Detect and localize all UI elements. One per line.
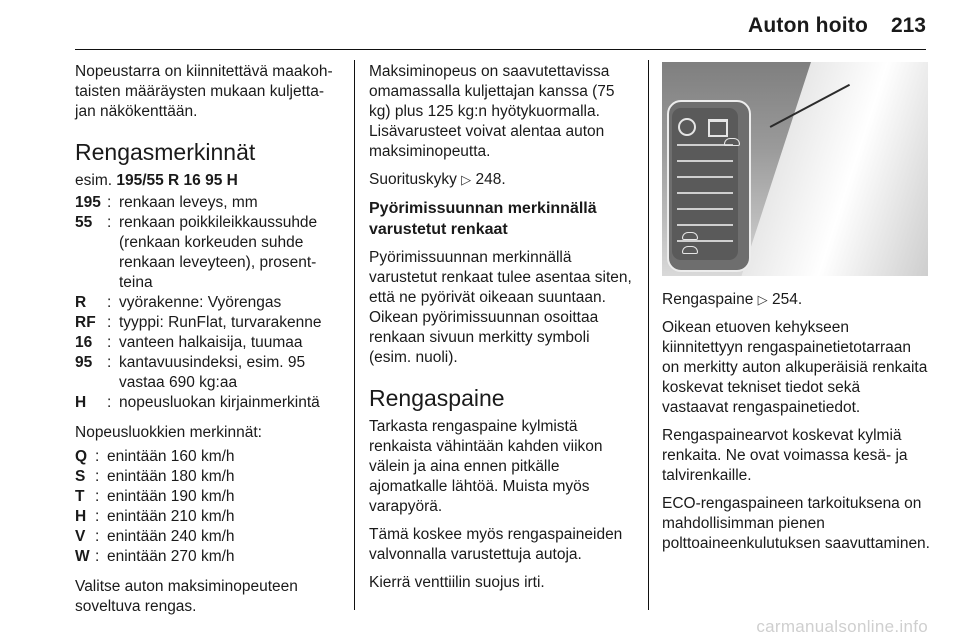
def-value: nopeusluokan kirjainmerkintä <box>119 394 320 411</box>
column-2 <box>369 62 635 601</box>
label-row <box>677 240 733 242</box>
intro-paragraph <box>75 62 345 122</box>
def-sep: : <box>107 214 112 231</box>
triangle-right-icon: ▷ <box>757 292 768 307</box>
column-1 <box>75 62 345 625</box>
pressure-ref-page[interactable]: 254. <box>771 291 803 308</box>
def-value: renkaan leveys, mm <box>119 194 258 211</box>
speed-key: V <box>75 528 86 545</box>
speed-sep: : <box>95 528 100 545</box>
intro-line: taisten määräysten mukaan kuljetta- <box>75 83 324 100</box>
triangle-right-icon: ▷ <box>461 172 472 187</box>
speed-value: enintään 240 km/h <box>107 528 235 545</box>
speed-class-intro: Nopeusluokkien merkinnät: <box>75 424 262 441</box>
speed-key: W <box>75 548 90 565</box>
speed-key: T <box>75 488 85 505</box>
speed-value: enintään 270 km/h <box>107 548 235 565</box>
speed-row <box>75 467 345 487</box>
speed-class-list <box>75 447 345 567</box>
def-sep: : <box>107 314 112 331</box>
def-key: 16 <box>75 334 93 351</box>
speed-sep: : <box>95 548 100 565</box>
def-value: kantavuusindeksi, esim. 95 vastaa 690 kg:aa <box>119 354 306 391</box>
definition-row <box>75 293 345 313</box>
def-key: RF <box>75 314 96 331</box>
speed-key: Q <box>75 448 88 465</box>
tire-pressure-label-photo <box>662 62 928 276</box>
performance-ref <box>369 170 635 190</box>
column-divider-left <box>354 60 355 610</box>
speed-row <box>75 447 345 467</box>
header-rule <box>75 49 926 50</box>
speed-row <box>75 507 345 527</box>
car-icon <box>682 246 698 254</box>
def-key: R <box>75 294 87 311</box>
speed-sep: : <box>95 488 100 505</box>
column-3 <box>662 290 930 562</box>
car-icon <box>724 138 740 146</box>
pressure-ref-text: Rengaspaine <box>662 291 758 308</box>
definition-row <box>75 193 345 213</box>
tire-code-definitions <box>75 193 345 413</box>
page-number: 213 <box>890 14 926 37</box>
outro-paragraph: Valitse auton maksiminopeuteen soveltuva rengas. <box>75 578 298 615</box>
speed-row <box>75 487 345 507</box>
definition-row <box>75 353 345 393</box>
label-location-paragraph: Oikean etuoven kehykseen kiinnitettyyn rengaspainetietotarraan on merkitty auton alkuperäisiä renkaita koskevat tekniset tiedot sekä vastaavat rengaspainetiedot. <box>662 319 928 416</box>
definition-row <box>75 333 345 353</box>
tire-icon <box>678 118 696 136</box>
speed-sep: : <box>95 468 100 485</box>
speed-row <box>75 527 345 547</box>
valve-cap-paragraph: Kierrä venttiilin suojus irti. <box>369 574 545 591</box>
def-value: renkaan poikkileikkaussuhde (renkaan korkeuden suhde renkaan leveyteen), prosent-teina <box>119 214 318 291</box>
pressure-check-paragraph: Tarkasta rengaspaine kylmistä renkaista vähintään kahden viikon välein ja aina ennen pitkälle ajomatkalle lähtöä. Muista myös varapyörä. <box>369 418 603 515</box>
eco-pressure-paragraph: ECO-rengaspaineen tarkoituksena on mahdollisimman pienen polttoaineenkulutuksen saavuttaminen. <box>662 495 930 552</box>
def-sep: : <box>107 194 112 211</box>
pressure-ref <box>662 290 930 310</box>
speed-sep: : <box>95 508 100 525</box>
definition-row <box>75 213 345 293</box>
example-line <box>75 171 345 191</box>
heading-tire-pressure: Rengaspaine <box>369 385 505 411</box>
cold-tires-paragraph: Rengaspainearvot koskevat kylmiä renkaita. Ne ovat voimassa kesä- ja talvirenkaille. <box>662 427 908 484</box>
def-sep: : <box>107 394 112 411</box>
section-title: Auton hoito <box>748 14 868 37</box>
car-icon <box>682 232 698 240</box>
def-key: 195 <box>75 194 101 211</box>
label-row <box>677 208 733 210</box>
def-key: H <box>75 394 87 411</box>
watermark: carmanualsonline.info <box>756 617 928 636</box>
rotation-paragraph: Pyörimissuunnan merkinnällä varustetut renkaat tulee asentaa siten, että ne pyörivät oikeaan suuntaan. Oikean pyörimissuunnan osoittaa renkaan sivuun merkitty symboli (esim. nuoli). <box>369 249 632 366</box>
intro-line: jan näkökenttään. <box>75 103 198 120</box>
label-row <box>677 176 733 178</box>
speed-value: enintään 180 km/h <box>107 468 235 485</box>
intro-line: Nopeustarra on kiinnitettävä maakoh- <box>75 63 333 80</box>
max-speed-paragraph: Maksiminopeus on saavutettavissa omamassalla kuljettajan kanssa (75 kg) plus 125 kg:n hyötykuormalla. Lisävarusteet voivat alentaa auton maksiminopeutta. <box>369 63 615 160</box>
heading-tire-markings: Rengasmerkinnät <box>75 139 256 165</box>
manual-book-icon <box>708 119 728 137</box>
label-row <box>677 224 733 226</box>
heading-rotation-direction: Pyörimissuunnan merkinnällä varustetut renkaat <box>369 200 597 238</box>
speed-key: H <box>75 508 87 525</box>
example-code: 195/55 R 16 95 H <box>116 172 238 189</box>
def-sep: : <box>107 294 112 311</box>
tpms-paragraph: Tämä koskee myös rengaspaineiden valvonnalla varustettuja autoja. <box>369 526 623 563</box>
label-row <box>677 160 733 162</box>
def-value: tyyppi: RunFlat, turvarakenne <box>119 314 322 331</box>
performance-ref-page[interactable]: 248. <box>475 171 506 188</box>
def-sep: : <box>107 354 112 371</box>
speed-value: enintään 160 km/h <box>107 448 235 465</box>
speed-key: S <box>75 468 86 485</box>
def-key: 55 <box>75 214 93 231</box>
speed-value: enintään 210 km/h <box>107 508 235 525</box>
example-prefix: esim. <box>75 172 117 189</box>
performance-ref-text: Suorituskyky <box>369 171 462 188</box>
definition-row <box>75 393 345 413</box>
speed-row <box>75 547 345 567</box>
speed-sep: : <box>95 448 100 465</box>
speed-value: enintään 190 km/h <box>107 488 235 505</box>
definition-row <box>75 313 345 333</box>
column-divider-right <box>648 60 649 610</box>
def-value: vanteen halkaisija, tuumaa <box>119 334 303 351</box>
label-row <box>677 192 733 194</box>
def-sep: : <box>107 334 112 351</box>
def-value: vyörakenne: Vyörengas <box>119 294 282 311</box>
def-key: 95 <box>75 354 93 371</box>
